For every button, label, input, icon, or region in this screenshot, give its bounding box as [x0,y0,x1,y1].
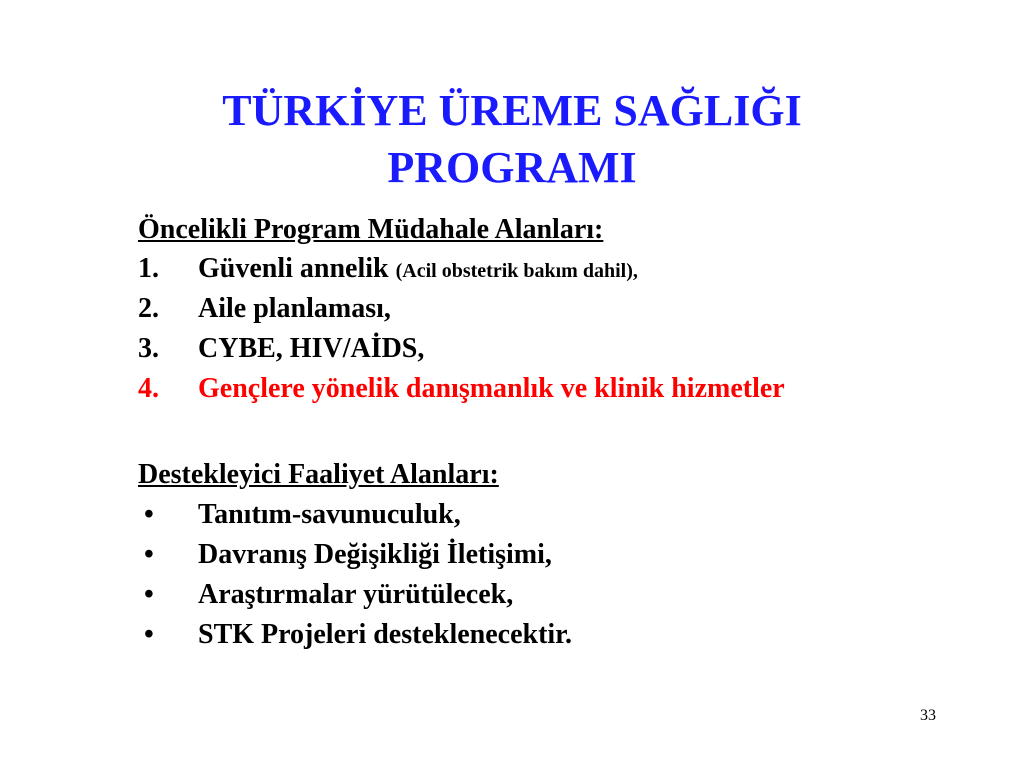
priority-item-1-number: 1. [138,253,159,284]
slide-title-line-2: PROGRAMI [387,143,637,192]
priority-item-4-number: 4. [138,373,159,404]
priority-item-3-number: 3. [138,333,159,364]
supporting-item-2 [138,535,998,575]
bullet-icon: • [144,499,154,530]
supporting-item-4 [138,615,998,655]
page-number: 33 [920,707,936,724]
bullet-icon: • [144,539,154,570]
priority-item-1-note: (Acil obstetrik bakım dahil), [395,260,638,282]
slide-title [0,82,1024,196]
supporting-item-2-text: Davranış Değişikliği İletişimi, [198,539,552,570]
supporting-item-1 [138,495,998,535]
supporting-item-3-text: Araştırmalar yürütülecek, [198,579,514,610]
supporting-item-1-text: Tanıtım-savunuculuk, [198,499,461,530]
supporting-heading: Destekleyici Faaliyet Alanları: [138,459,499,490]
priority-item-1-label [198,249,638,291]
priority-item-4 [138,369,998,409]
supporting-item-4-text: STK Projeleri desteklenecektir. [198,619,573,650]
slide-title-line-1: TÜRKİYE ÜREME SAĞLIĞI [222,86,802,135]
section-spacer [138,409,998,455]
priority-item-3 [138,329,998,369]
priority-item-2-text: Aile planlaması, [198,293,391,324]
priority-item-1-text: Güvenli annelik [198,253,389,284]
bullet-icon: • [144,579,154,610]
priority-heading: Öncelikli Program Müdahale Alanları: [138,214,604,245]
priority-item-4-text: Gençlere yönelik danışmanlık ve klinik hizmetler [198,373,785,404]
priority-item-3-text: CYBE, HIV/AİDS, [198,333,425,364]
supporting-item-3 [138,575,998,615]
priority-item-2-number: 2. [138,293,159,324]
slide-content [138,211,998,655]
bullet-icon: • [144,619,154,650]
priority-item-1 [138,249,998,289]
priority-item-2 [138,289,998,329]
